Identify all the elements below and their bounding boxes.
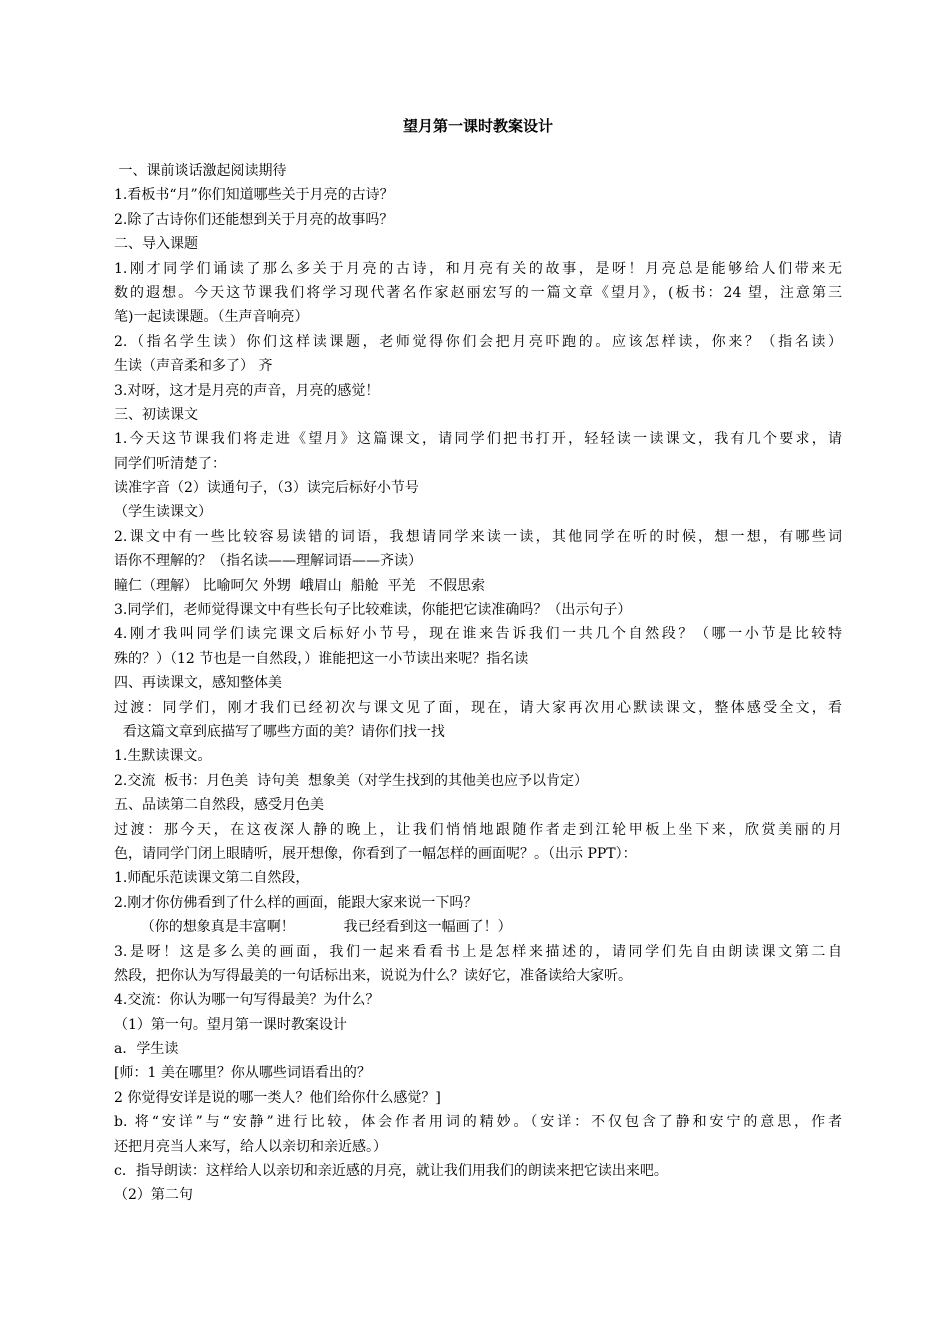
text-line: （你的想象真是丰富啊！ 我已经看到这一幅画了！） [114, 919, 512, 936]
text-line: 2.除了古诗你们还能想到关于月亮的故事吗？ [114, 211, 394, 228]
text-line: 3.是呀！这是多么美的画面，我们一起来看看书上是怎样来描述的，请同学们先自由朗读课文第二自 [114, 943, 842, 960]
text-line: 3.同学们，老师觉得课文中有些长句子比较难读，你能把它读准确吗？（出示句子） [114, 602, 632, 619]
text-line: a．学生读 [114, 1041, 179, 1058]
text-line: 4.刚才我叫同学们读完课文后标好小节号，现在谁来告诉我们一共几个自然段？（哪一小节是比较特 [114, 626, 842, 643]
text-line: [师：1 美在哪里？你从哪些词语看出的？ [114, 1065, 371, 1082]
text-line: 四、再读课文，感知整体美 [114, 675, 282, 692]
text-line: 还把月亮当人来写，给人以亲切和亲近感。） [114, 1138, 387, 1155]
text-line: 1.生默读课文。 [114, 748, 212, 765]
text-line: b. 将“安详”与“安静”进行比较，体会作者用词的精妙。（安详：不仅包含了静和安宁的意思，作者 [114, 1114, 842, 1131]
text-line: 五、品读第二自然段，感受月色美 [114, 797, 324, 814]
text-line: 瞳仁（理解） 比喻呵欠 外甥 峨眉山 船舱 平羌 不假思索 [114, 577, 485, 594]
text-line: 2.课文中有一些比较容易读错的词语，我想请同学来读一读，其他同学在听的时候，想一想，有哪些词 [114, 528, 842, 545]
text-line: 2.交流 板书：月色美 诗句美 想象美（对学生找到的其他美也应予以肯定） [114, 772, 589, 789]
text-line: 数的遐想。今天这节课我们将学习现代著名作家赵丽宏写的一篇文章《望月》，(板书：24 望，注意第三 [114, 284, 842, 301]
document-body [114, 159, 842, 1208]
text-line: 看这篇文章到底描写了哪些方面的美？请你们找一找 [114, 723, 445, 740]
text-line: （1）第一句。望月第一课时教案设计 [114, 1016, 347, 1033]
text-line: 二、导入课题 [114, 236, 198, 253]
text-line: 生读（声音柔和多了） 齐 [114, 358, 273, 375]
text-line: 1.刚才同学们诵读了那么多关于月亮的古诗，和月亮有关的故事，是呀！月亮总是能够给人们带来无 [114, 260, 842, 277]
text-line: 1.师配乐范读课文第二自然段， [114, 870, 310, 887]
text-line: 3.对呀，这才是月亮的声音，月亮的感觉！ [114, 382, 380, 399]
text-line: 色，请同学门闭上眼睛听，展开想像，你看到了一幅怎样的画面呢？。（出示 PPT）： [114, 845, 637, 862]
text-line: （学生读课文） [114, 504, 212, 521]
text-line: 1.今天这节课我们将走进《望月》这篇课文，请同学们把书打开，轻轻读一读课文，我有几个要求，请 [114, 431, 842, 448]
text-line: 同学们听清楚了： [114, 455, 226, 472]
document-title: 望月第一课时教案设计 [402, 117, 553, 135]
text-line: 2 你觉得安详是说的哪一类人？他们给你什么感觉？] [114, 1089, 441, 1106]
text-line: 过渡：那今天，在这夜深人静的晚上，让我们悄悄地跟随作者走到江轮甲板上坐下来，欣赏美丽的月 [114, 821, 842, 838]
text-line: 2.（指名学生读）你们这样读课题，老师觉得你们会把月亮吓跑的。应该怎样读，你来？（指名读） [114, 333, 842, 350]
text-line: 4.交流：你认为哪一句写得最美？为什么？ [114, 992, 380, 1009]
text-line: 语你不理解的？（指名读——理解词语——齐读） [114, 553, 422, 570]
text-line: 然段，把你认为写得最美的一句话标出来，说说为什么？读好它，准备读给大家听。 [114, 967, 632, 984]
text-line: c．指导朗读：这样给人以亲切和亲近感的月亮，就让我们用我们的朗读来把它读出来吧。 [114, 1163, 668, 1180]
text-line: 一、课前谈话激起阅读期待 [114, 163, 287, 179]
text-line: 殊的？）（12 节也是一自然段，）谁能把这一小节读出来呢？指名读 [114, 650, 529, 667]
text-line: 2.刚才你仿佛看到了什么样的画面，能跟大家来说一下吗？ [114, 894, 478, 911]
text-line: 读准字音（2）读通句子，（3）读完后标好小节号 [114, 480, 419, 497]
text-line: 过渡：同学们，刚才我们已经初次与课文见了面，现在，请大家再次用心默读课文，整体感受全文，看 [114, 699, 842, 716]
text-line: 1.看板书“月”你们知道哪些关于月亮的古诗？ [114, 187, 394, 204]
text-line: （2）第二句 [114, 1187, 193, 1204]
text-line: 笔)一起读课题。（生声音响亮） [114, 309, 309, 326]
text-line: 三、初读课文 [114, 406, 198, 423]
